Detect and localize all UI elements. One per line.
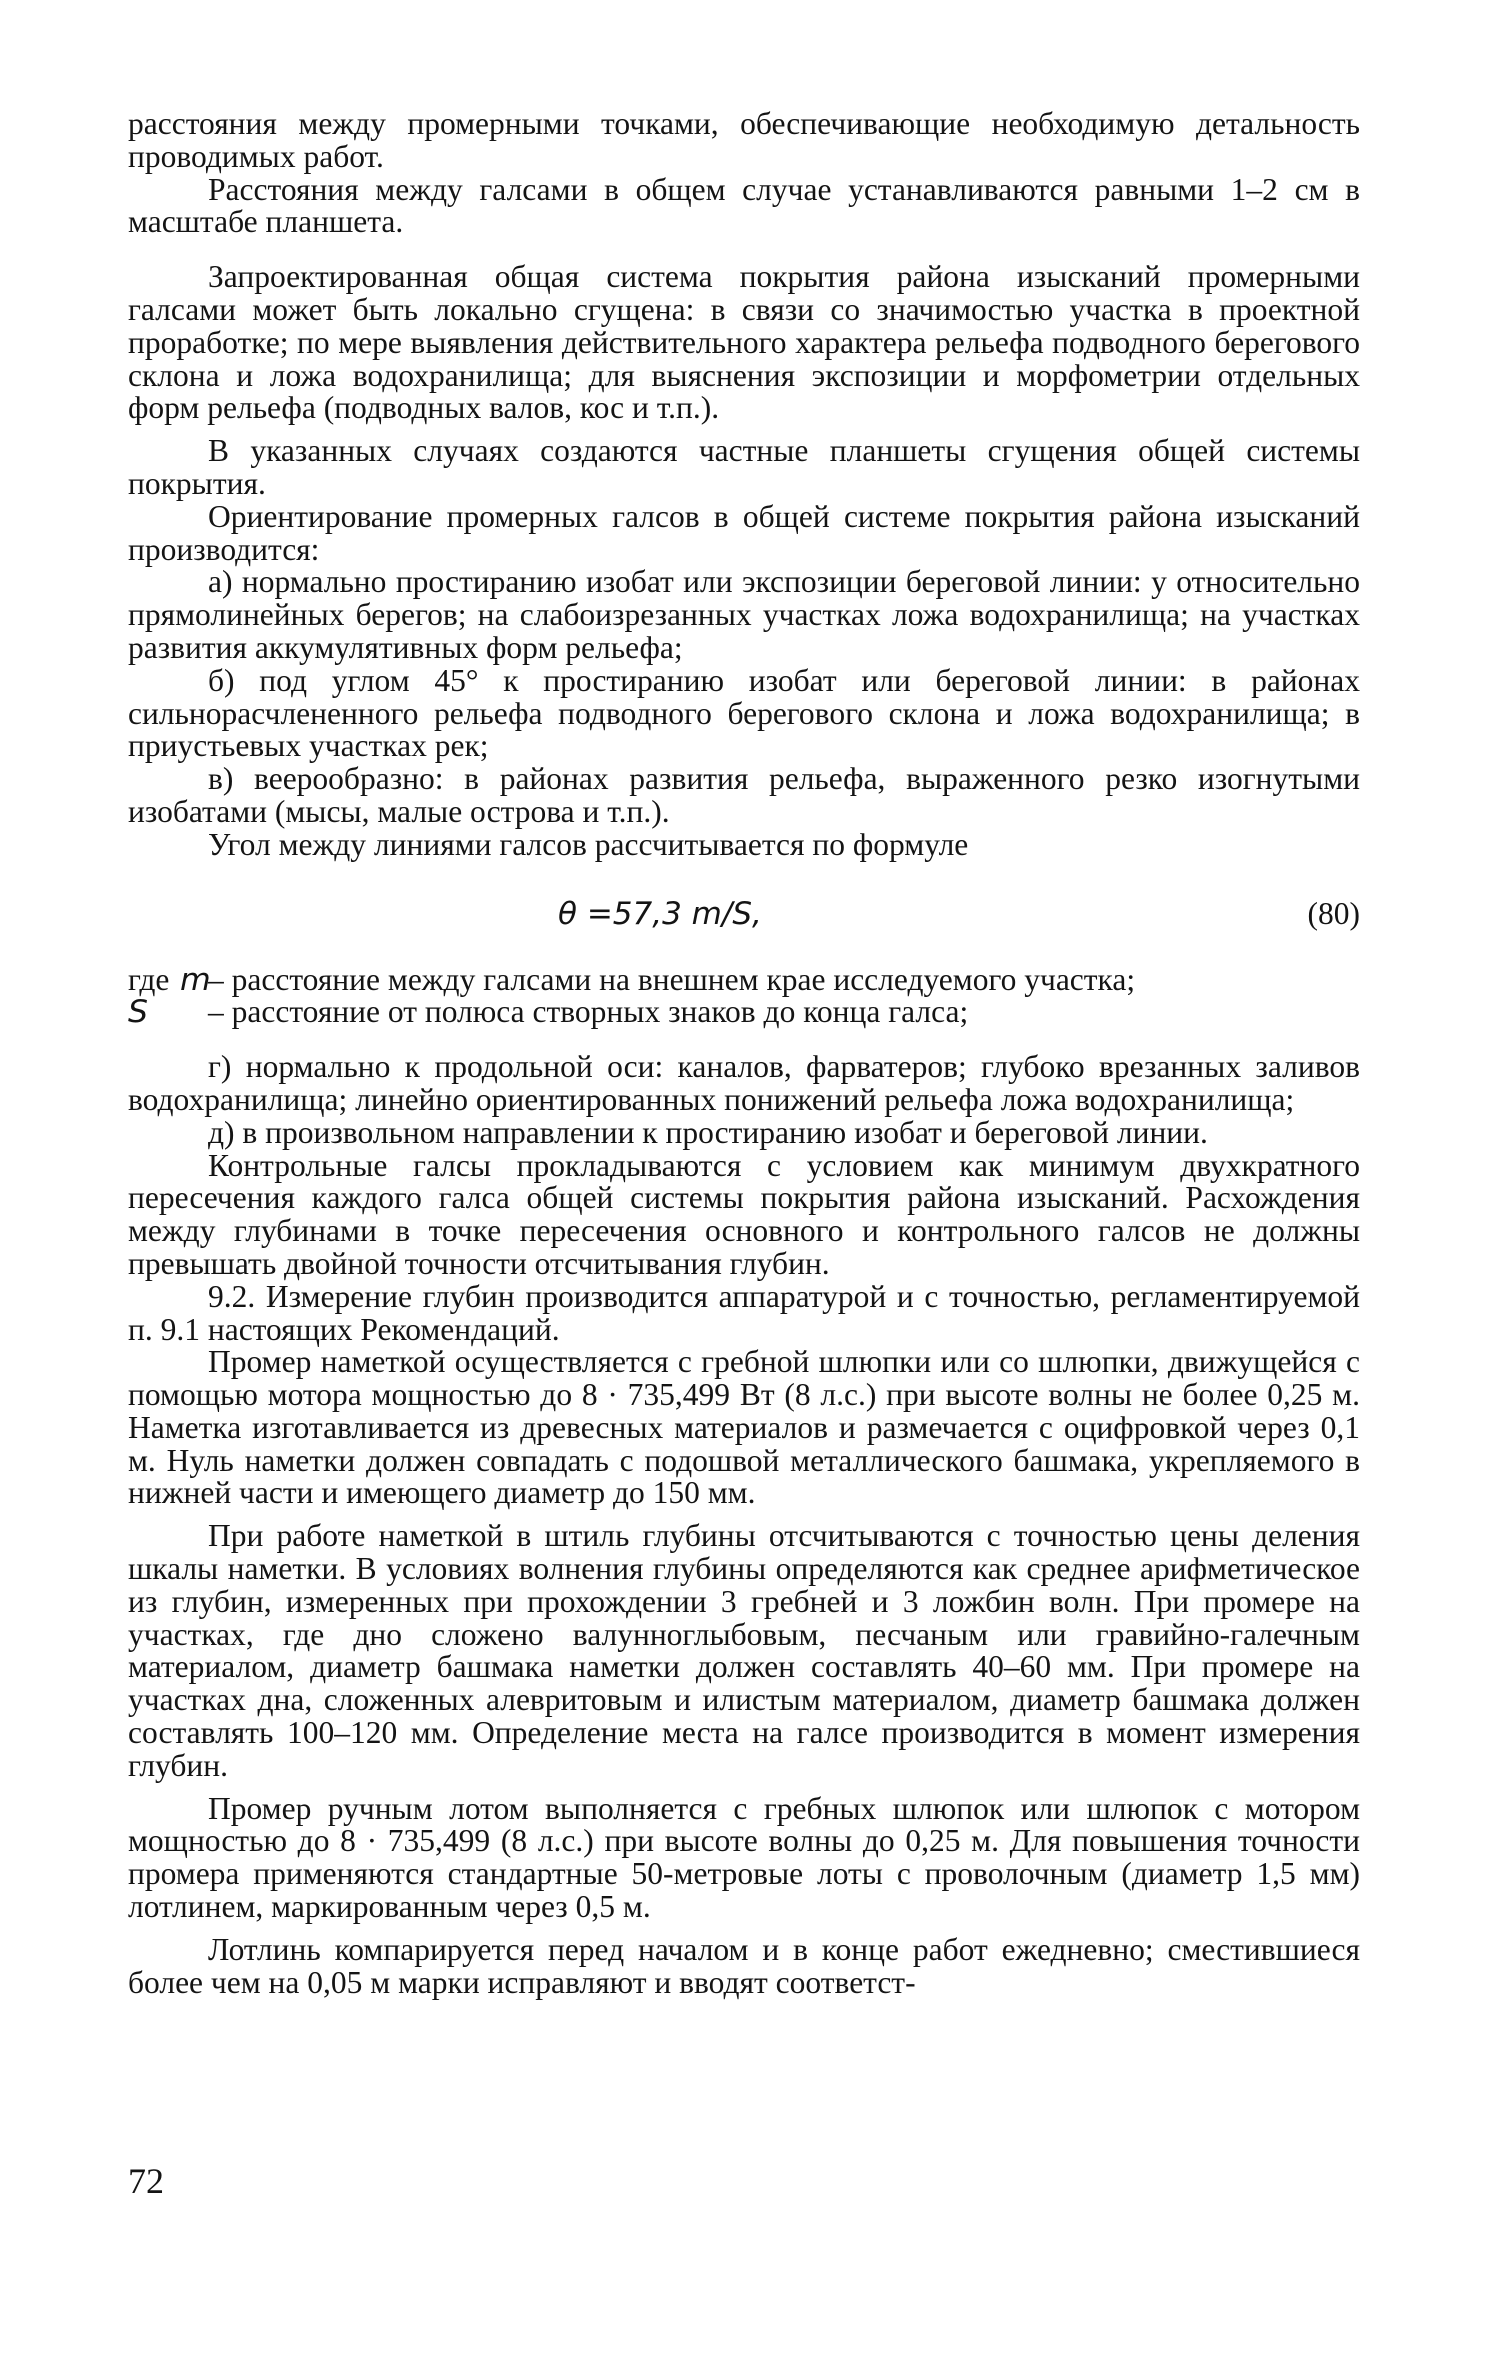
where-text-m: – расстояние между галсами на внешнем крае исследуемого участка; xyxy=(208,961,1136,997)
where-symbol-s: S xyxy=(128,994,148,1031)
document-page xyxy=(128,108,1360,1999)
formula-block xyxy=(128,884,1360,954)
where-symbol-m: m xyxy=(180,961,211,998)
list-item-b: б) под углом 45° к простиранию изобат или береговой линии: в районах сильнорасчлененного рельефа подводного берегового склона и ложа водохранилища; в приустьевых участках рек; xyxy=(128,662,1360,764)
paragraph-lead-line: Лотлинь компарируется перед началом и в конце работ ежедневно; сместившиеся более чем на 0,05 м марки исправляют и вводят соответст- xyxy=(128,1931,1360,2000)
list-item-g: г) нормально к продольной оси: каналов, фарватеров; глубоко врезанных заливов водохранилища; линейно ориентированных понижений рельефа ложа водохранилища; xyxy=(128,1049,1360,1117)
paragraph-control-galses: Контрольные галсы прокладываются с условием как минимум двухкратного пересечения каждого галса общей системы покрытия района изысканий. Расхождения между глубинами в точке пересечения основного и контрольного галсов не должны превышать двойной точности отсчитывания глубин. xyxy=(128,1147,1360,1281)
paragraph-galses-distance: Расстояния между галсами в общем случае устанавливаются равными 1–2 см в масштабе планшета. xyxy=(128,171,1360,240)
paragraph-private-tablets: В указанных случаях создаются частные планшеты сгущения общей системы покрытия. xyxy=(128,433,1360,501)
where-block xyxy=(128,961,1360,1031)
paragraph-coverage-system: Запроектированная общая система покрытия района изысканий промерными галсами может быть локально сгущена: в связи со значимостью участка в проектной проработке; по мере выявления действительного характера рельефа подводного берегового склона и ложа водохранилища; для выяснения экспозиции и морфометрии отдельных форм рельефа (подводных валов, кос и т.п.). xyxy=(128,259,1360,426)
paragraph-section-9-2: 9.2. Измерение глубин производится аппаратурой и с точностью, регламентируемой п. 9.1 настоящих Рекомендаций. xyxy=(128,1278,1360,1347)
list-item-a: а) нормально простиранию изобат или экспозиции береговой линии: у относительно прямолинейных берегов; на слабоизрезанных участках ложа водохранилища; на участках развития аккумулятивных форм рельефа; xyxy=(128,564,1360,665)
where-label: где xyxy=(128,961,170,997)
list-item-d: д) в произвольном направлении к простиранию изобат и береговой линии. xyxy=(208,1114,1208,1150)
page-number: 72 xyxy=(128,2161,164,2201)
paragraph-formula-intro: Угол между линиями галсов рассчитывается по формуле xyxy=(208,826,969,862)
paragraph-hand-lead: Промер ручным лотом выполняется с гребных шлюпок или шлюпок с мотором мощностью до 8 · 735,499 (8 л.с.) при высоте волны до 0,25 м. Для повышения точности промера применяются стандартные 50-метровые лоты с проволочным (диаметр 1,5 мм) лотлинем, маркированным через 0,5 м. xyxy=(128,1790,1360,1925)
where-row-s xyxy=(128,996,1360,1029)
paragraph-orientation: Ориентирование промерных галсов в общей системе покрытия района изысканий производится: xyxy=(128,498,1360,567)
paragraph-calm-waves: При работе наметкой в штиль глубины отсчитываются с точностью цены деления шкалы наметки. В условиях волнения глубины определяются как среднее арифметическое из глубин, измеренных при прохождении 3 гребней и 3 ложбин волн. При промере на участках, где дно сложено валунноглыбовым, песчаным или гравийно-галечным материалом, диаметр башмака наметки должен составлять 40–60 мм. При промере на участках дна, сложенных алевритовым и илистым материалом, диаметр башмака должен составлять 100–120 мм. Определение места на галсе производится в момент измерения глубин. xyxy=(128,1518,1360,1783)
list-item-v: в) веерообразно: в районах развития рельефа, выраженного резко изогнутыми изобатами (мысы, малые острова и т.п.). xyxy=(128,761,1360,829)
paragraph-sounding-pole: Промер наметкой осуществляется с гребной шлюпки или со шлюпки, движущейся с помощью мотора мощностью до 8 · 735,499 Вт (8 л.с.) при высоте волны не более 0,25 м. Наметка изготавливается из древесных материалов и размечается с оцифровкой через 0,1 м. Нуль наметки должен совпадать с подошвой металлического башмака, укрепляемого в нижней части и имеющего диаметр до 150 мм. xyxy=(128,1344,1360,1511)
where-row-m xyxy=(128,961,1360,998)
where-text-s: – расстояние от полюса створных знаков до конца галса; xyxy=(208,994,969,1030)
equation-number: (80) xyxy=(1307,895,1360,931)
paragraph-continuation: расстояния между промерными точками, обеспечивающие необходимую детальность проводимых работ. xyxy=(128,106,1360,174)
formula: θ =57,3 m/S, xyxy=(558,895,762,932)
